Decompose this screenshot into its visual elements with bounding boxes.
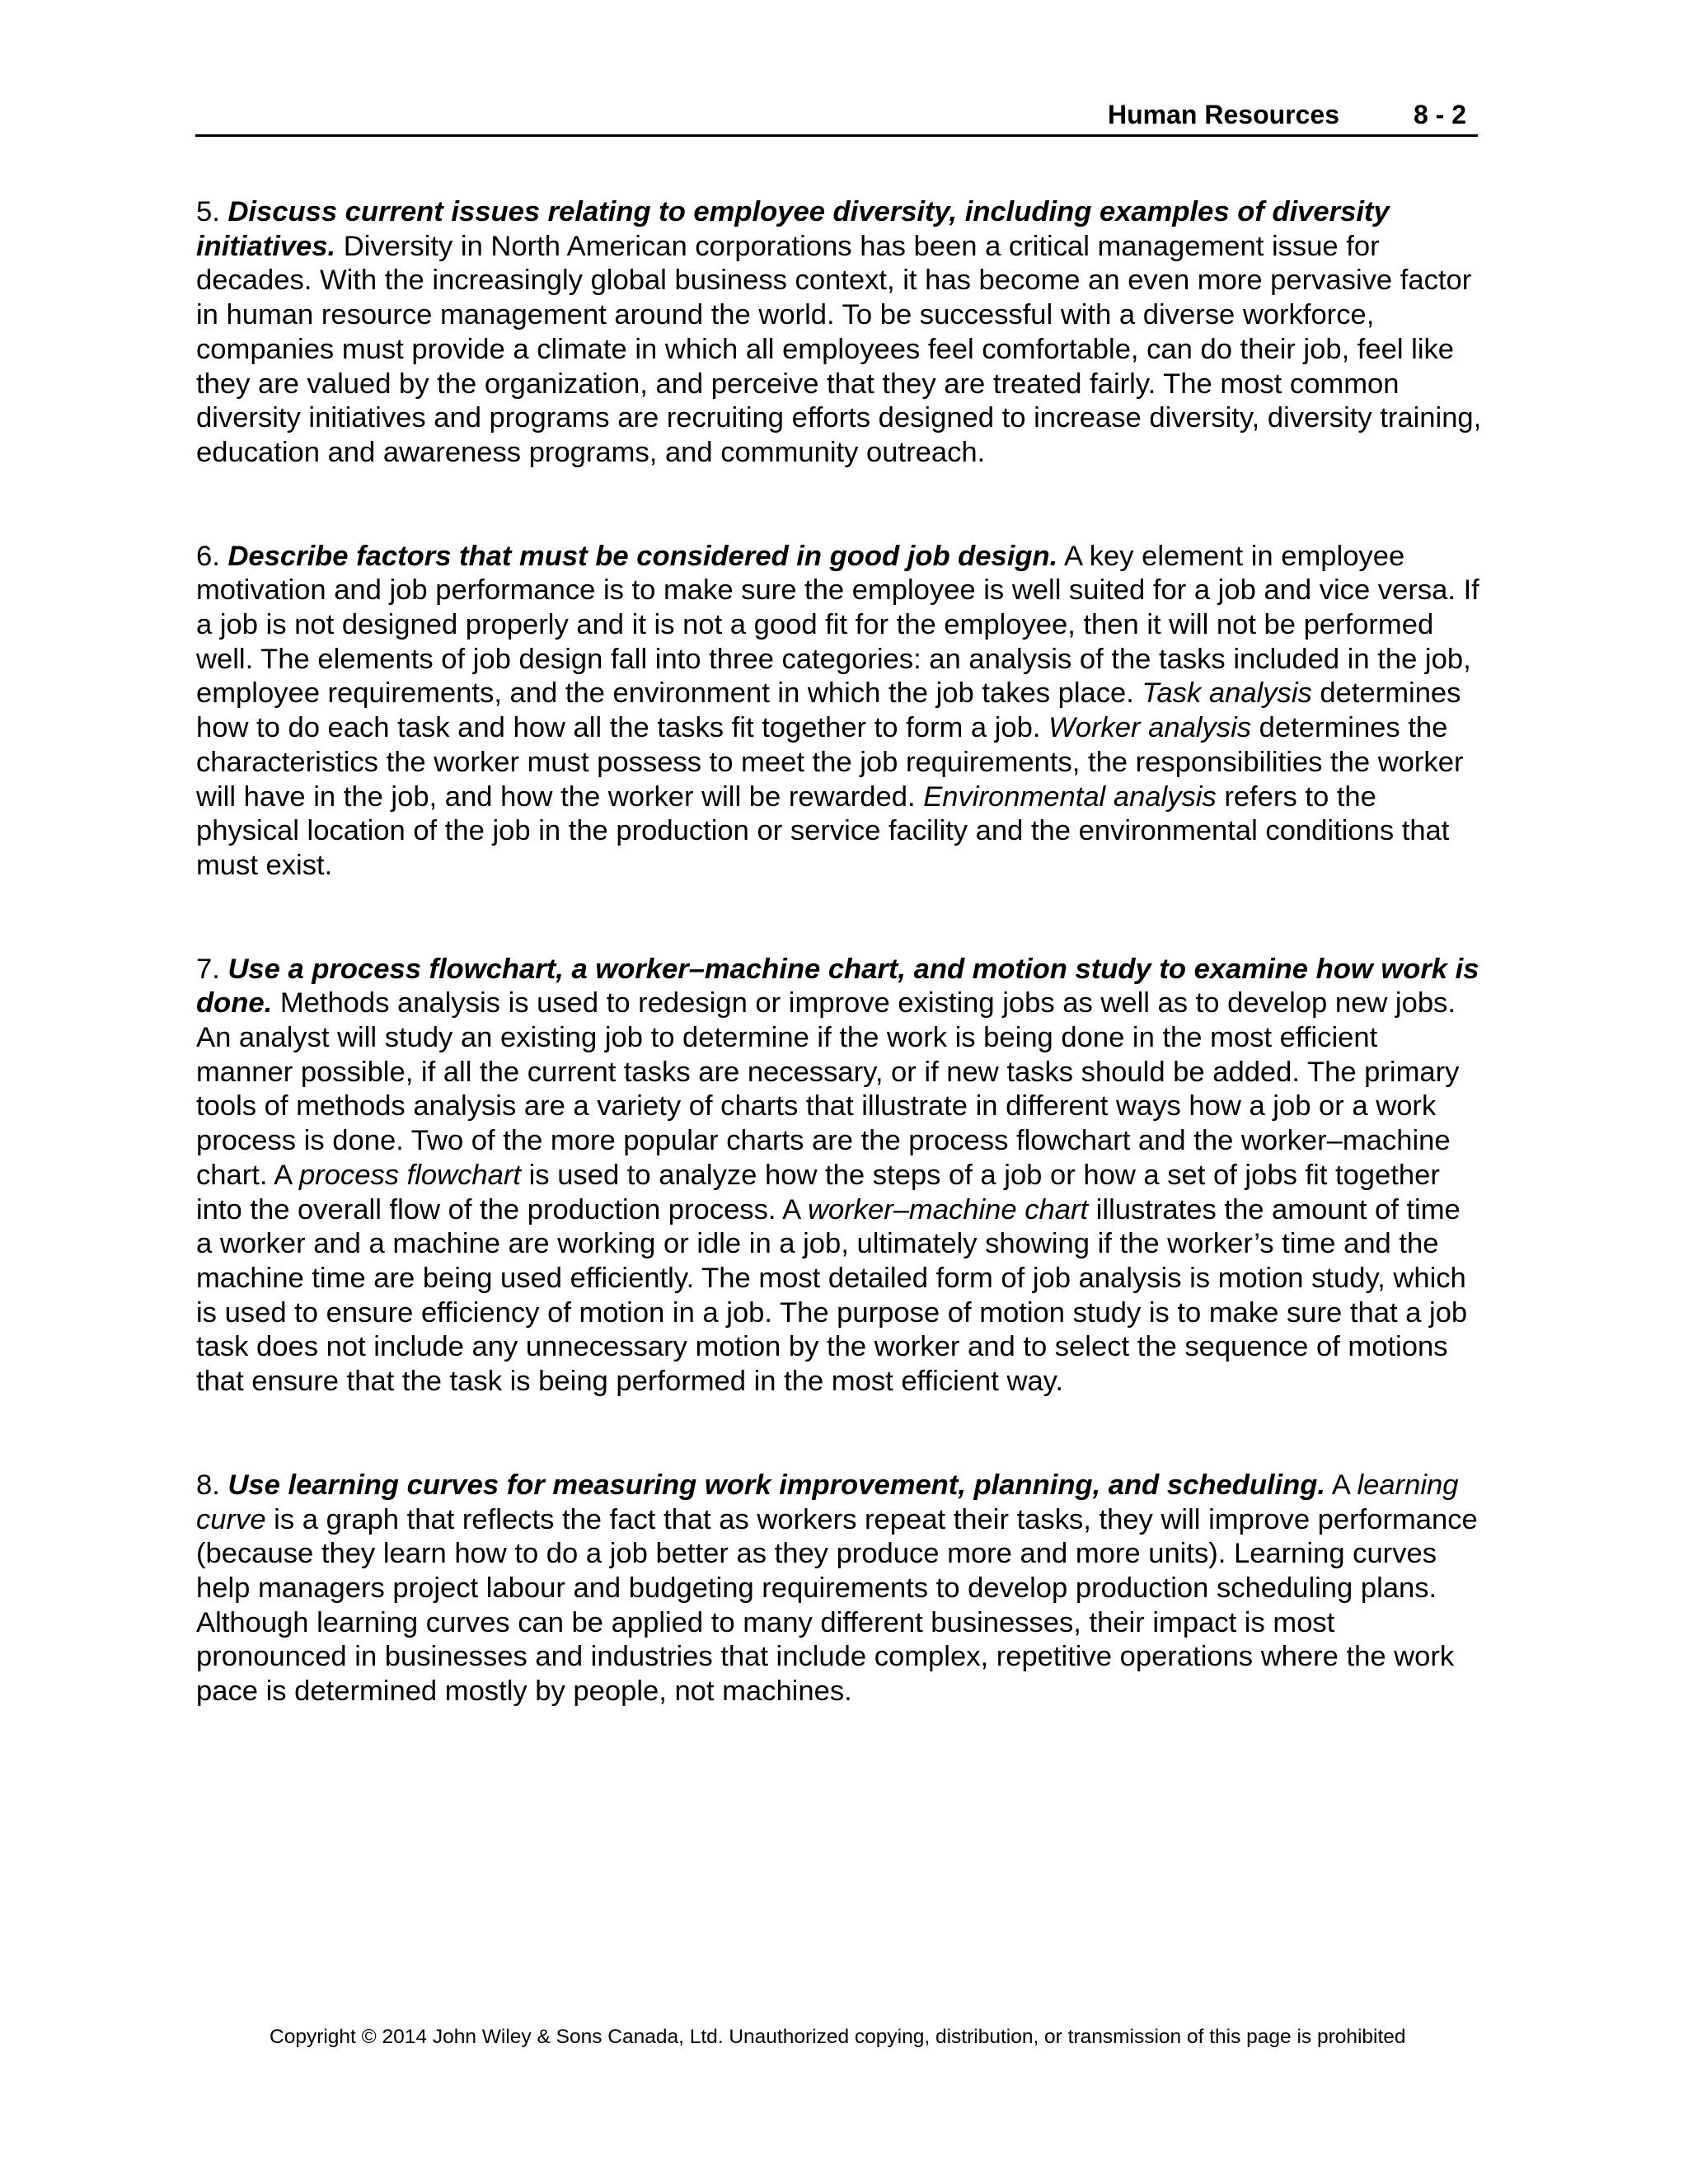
item-term: worker–machine chart [807, 1193, 1089, 1226]
header-title: Human Resources [1108, 100, 1339, 129]
page-header [195, 96, 1478, 137]
item-text: refers to the physical location of the job in the production or service facility and the environmental conditions that must exist. [196, 780, 1450, 881]
header-page-number: 8 - 2 [1413, 100, 1466, 129]
item-7 [196, 953, 1482, 1399]
item-text: A key element in employee motivation and job performance is to make sure the employee is well suited for a job and vice versa. If a job is not designed properly and it is not a good fit for the employee, then it will not be performed well. The elements of job design fall into three categories: an analysis of the tasks included in the job, employee requirements, and the environment in which the job takes place. [196, 540, 1479, 710]
item-term: Environmental analysis [923, 780, 1217, 813]
item-text: Methods analysis is used to redesign or improve existing jobs as well as to develop new jobs. An analyst will study an existing job to determine if the work is being done in the most efficient manner possible, if all the current tasks are necessary, or if new tasks should be added. The primary tools of methods analysis are a variety of charts that illustrate in different ways how a job or a work process is done. Two of the more popular charts are the process flowchart and the worker–machine chart. A [196, 987, 1460, 1191]
item-term: Worker analysis [1048, 712, 1252, 744]
item-number: 6. [196, 540, 220, 572]
item-6 [196, 540, 1482, 883]
item-term: Task analysis [1142, 677, 1312, 710]
item-heading: Discuss current issues relating to employee diversity, including examples of diversity initiatives. [196, 196, 1390, 262]
item-heading: Use learning curves for measuring work improvement, planning, and scheduling. [227, 1469, 1325, 1501]
item-text: is used to analyze how the steps of a job or how a set of jobs fit together into the overall flow of the production process. A [196, 1159, 1440, 1226]
item-text: is a graph that reflects the fact that as workers repeat their tasks, they will improve performance (because they learn how to do a job better as they produce more and more units). Learning curves help managers project labour and budgeting requirements to develop production scheduling plans. Although learning curves can be applied to many different businesses, their impact is most pronounced in businesses and industries that include complex, repetitive operations where the work pace is determined mostly by people, not machines. [196, 1503, 1478, 1708]
item-number: 8. [196, 1469, 220, 1501]
item-text: determines how to do each task and how all the tasks fit together to form a job. [196, 677, 1461, 744]
item-5 [196, 195, 1482, 471]
item-text: Diversity in North American corporations has been a critical management issue for decades. With the increasingly global business context, it has become an even more pervasive factor in human resource management around the world. To be successful with a diverse workforce, companies must provide a climate in which all employees feel comfortable, can do their job, feel like they are valued by the organization, and perceive that they are treated fairly. The most common diversity initiatives and programs are recruiting efforts designed to increase diversity, diversity training, education and awareness programs, and community outreach. [196, 230, 1482, 468]
item-text: A [1331, 1469, 1349, 1501]
item-8 [196, 1469, 1482, 1709]
item-term: learning curve [196, 1469, 1459, 1535]
item-term: process flowchart [298, 1159, 521, 1191]
item-text: determines the characteristics the worker must possess to meet the job requirements, the responsibilities the worker will have in the job, and how the worker will be rewarded. [196, 712, 1464, 813]
item-heading: Describe factors that must be considered in good job design. [227, 540, 1058, 572]
copyright-footer: Copyright © 2014 John Wiley & Sons Canada, Ltd. Unauthorized copying, distribution, or transmission of this page is prohibited [270, 2026, 1406, 2048]
item-number: 7. [196, 953, 220, 985]
item-number: 5. [196, 196, 220, 227]
item-heading: Use a process flowchart, a worker–machine chart, and motion study to examine how work is done. [196, 953, 1479, 1019]
item-text: illustrates the amount of time a worker and a machine are working or idle in a job, ultimately showing if the worker’s time and the machine time are being used efficiently. The most detailed form of job analysis is motion study, which is used to ensure efficiency of motion in a job. The purpose of motion study is to make sure that a job task does not include any unnecessary motion by the worker and to select the sequence of motions that ensure that the task is being performed in the most efficient way. [196, 1193, 1468, 1398]
document-body [196, 195, 1482, 1779]
